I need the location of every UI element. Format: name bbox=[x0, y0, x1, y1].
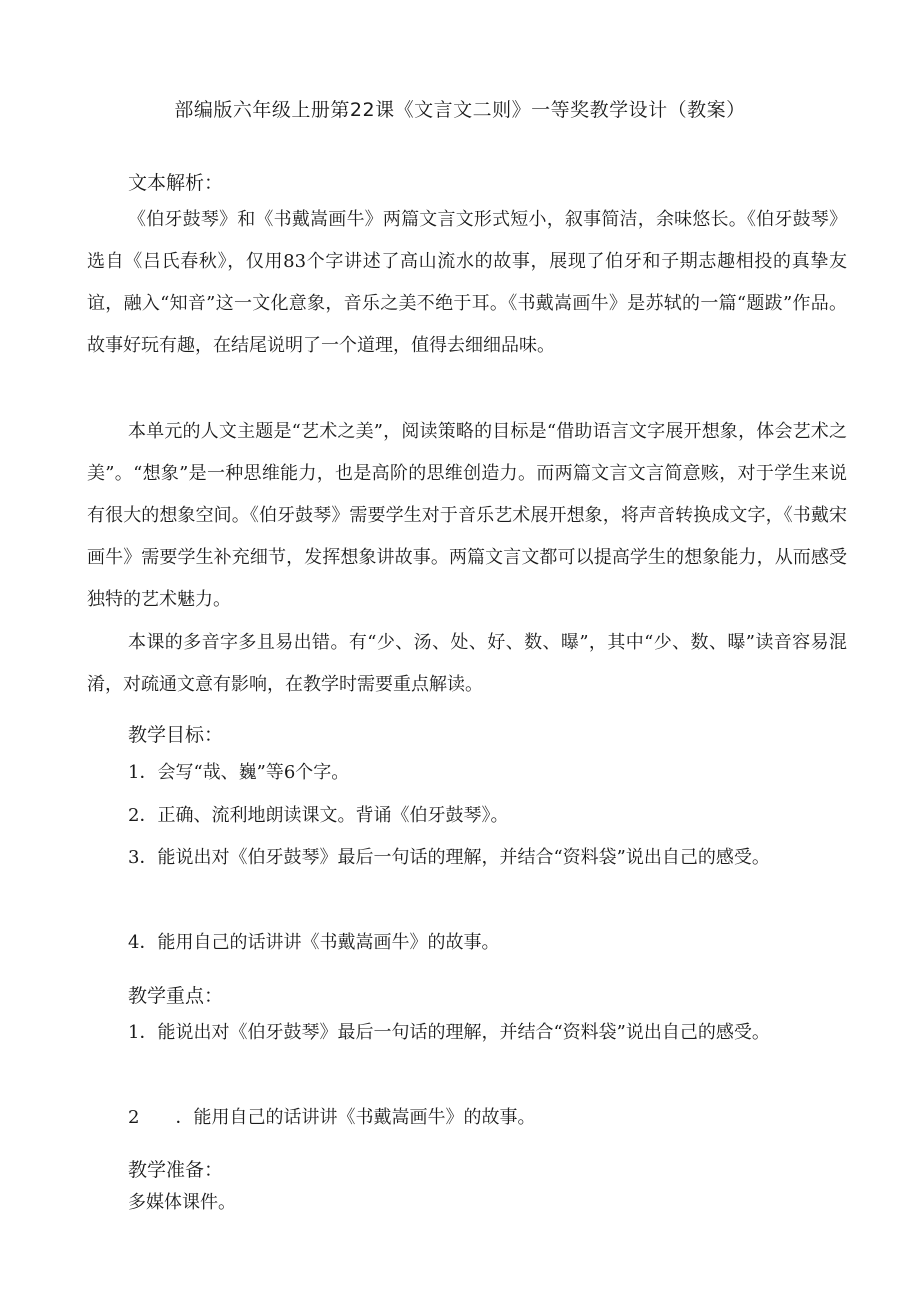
section-heading-preparation: 教学准备： bbox=[128, 1159, 224, 1181]
analysis-paragraph-3: 本课的多音字多且易出错。有“少、汤、处、好、数、曝”，其中“少、数、曝”读音容易混淆，对疏通文意有影响，在教学时需要重点解读。 bbox=[87, 632, 847, 695]
key-point-item-1: 1．能说出对《伯牙鼓琴》最后一句话的理解，并结合“资料袋”说出自己的感受。 bbox=[128, 1022, 770, 1043]
goal-item-2: 2．正确、流利地朗读课文。背诵《伯牙鼓琴》。 bbox=[128, 805, 509, 826]
goal-item-4: 4．能用自己的话讲讲《书戴嵩画牛》的故事。 bbox=[128, 932, 500, 953]
key-point-item-2: 2 ．能用自己的话讲讲《书戴嵩画牛》的故事。 bbox=[128, 1107, 536, 1128]
section-heading-goals: 教学目标： bbox=[128, 724, 224, 746]
preparation-text: 多媒体课件。 bbox=[128, 1192, 236, 1213]
goal-item-1: 1．会写“哉、巍”等6个字。 bbox=[128, 762, 350, 783]
goal-item-3: 3．能说出对《伯牙鼓琴》最后一句话的理解，并结合“资料袋”说出自己的感受。 bbox=[128, 847, 770, 868]
section-heading-key-points: 教学重点： bbox=[128, 985, 224, 1007]
analysis-paragraph-2: 本单元的人文主题是“艺术之美”，阅读策略的目标是“借助语言文字展开想象，体会艺术之美”。“想象”是一种思维能力，也是高阶的思维创造力。而两篇文言文言简意赅，对于学生来说有很大的想象空间。《伯牙鼓琴》需要学生对于音乐艺术展开想象，将声音转换成文字，《书戴宋画牛》需要学生补充细节，发挥想象讲故事。两篇文言文都可以提高学生的想象能力，从而感受独特的艺术魅力。 bbox=[87, 421, 847, 610]
section-heading-analysis: 文本解析： bbox=[128, 172, 224, 194]
document-title: 部编版六年级上册第22课《文言文二则》一等奖教学设计（教案） bbox=[174, 99, 746, 121]
analysis-paragraph-1: 《伯牙鼓琴》和《书戴嵩画牛》两篇文言文形式短小，叙事简洁，余味悠长。《伯牙鼓琴》选自《吕氏春秋》，仅用83个字讲述了高山流水的故事，展现了伯牙和子期志趣相投的真挚友谊，融入“知音”这一文化意象，音乐之美不绝于耳。《书戴嵩画牛》是苏轼的一篇“题跋”作品。故事好玩有趣，在结尾说明了一个道理，值得去细细品味。 bbox=[87, 209, 847, 356]
